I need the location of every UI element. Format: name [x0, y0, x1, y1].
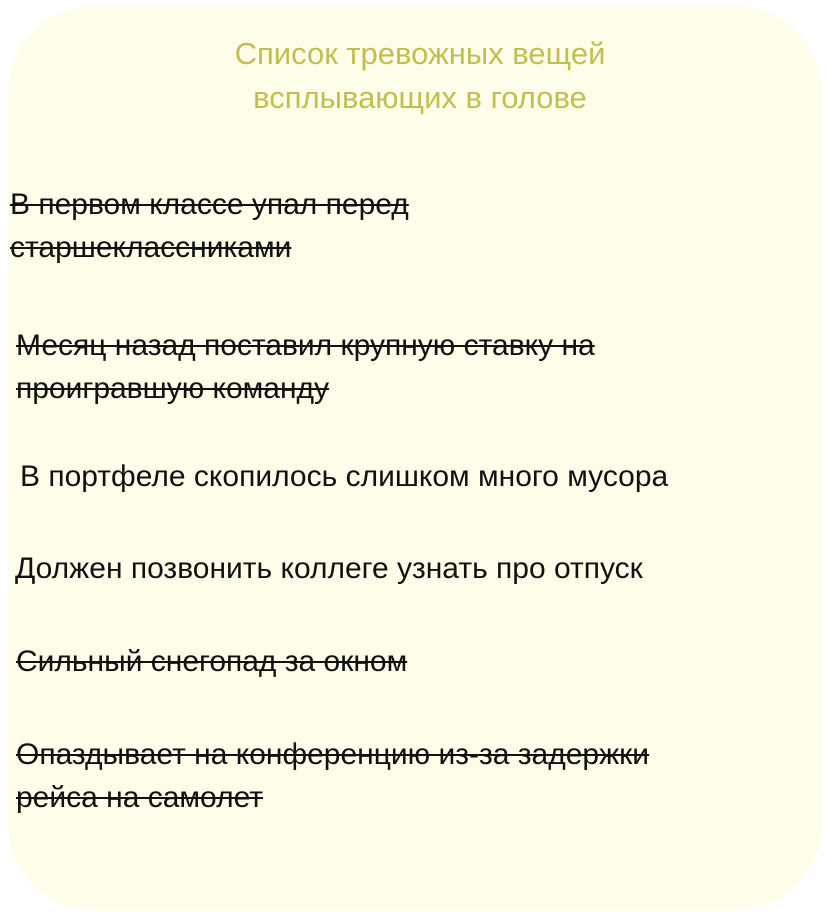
- list-title-line-1: Список тревожных вещей: [234, 36, 606, 71]
- worry-item-2-line-1: Месяц назад поставил крупную ставку на: [16, 329, 595, 362]
- list-title: [8, 32, 828, 120]
- worry-item-1-line-1: В первом классе упал перед: [10, 188, 409, 221]
- worry-list-card: [8, 6, 822, 910]
- list-title-line-2: всплывающих в голове: [253, 80, 587, 115]
- worry-item-2: [16, 324, 595, 410]
- worry-item-5: [16, 640, 407, 683]
- worry-item-4-line-1: Должен позвонить коллеге узнать про отпуск: [15, 552, 643, 585]
- worry-item-6-line-1: Опаздывает на конференцию из-за задержки: [16, 738, 650, 771]
- worry-item-2-line-2: проигравшую команду: [16, 372, 330, 405]
- worry-item-6-line-2: рейса на самолет: [16, 781, 264, 814]
- worry-item-1-line-2: старшеклассниками: [10, 231, 292, 264]
- worry-item-6: [16, 733, 649, 819]
- worry-item-1: [10, 183, 409, 269]
- worry-item-3-line-1: В портфеле скопилось слишком много мусора: [20, 460, 669, 493]
- worry-item-5-line-1: Сильный снегопад за окном: [16, 645, 408, 678]
- worry-item-4: [15, 547, 643, 590]
- worry-item-3: [20, 455, 668, 498]
